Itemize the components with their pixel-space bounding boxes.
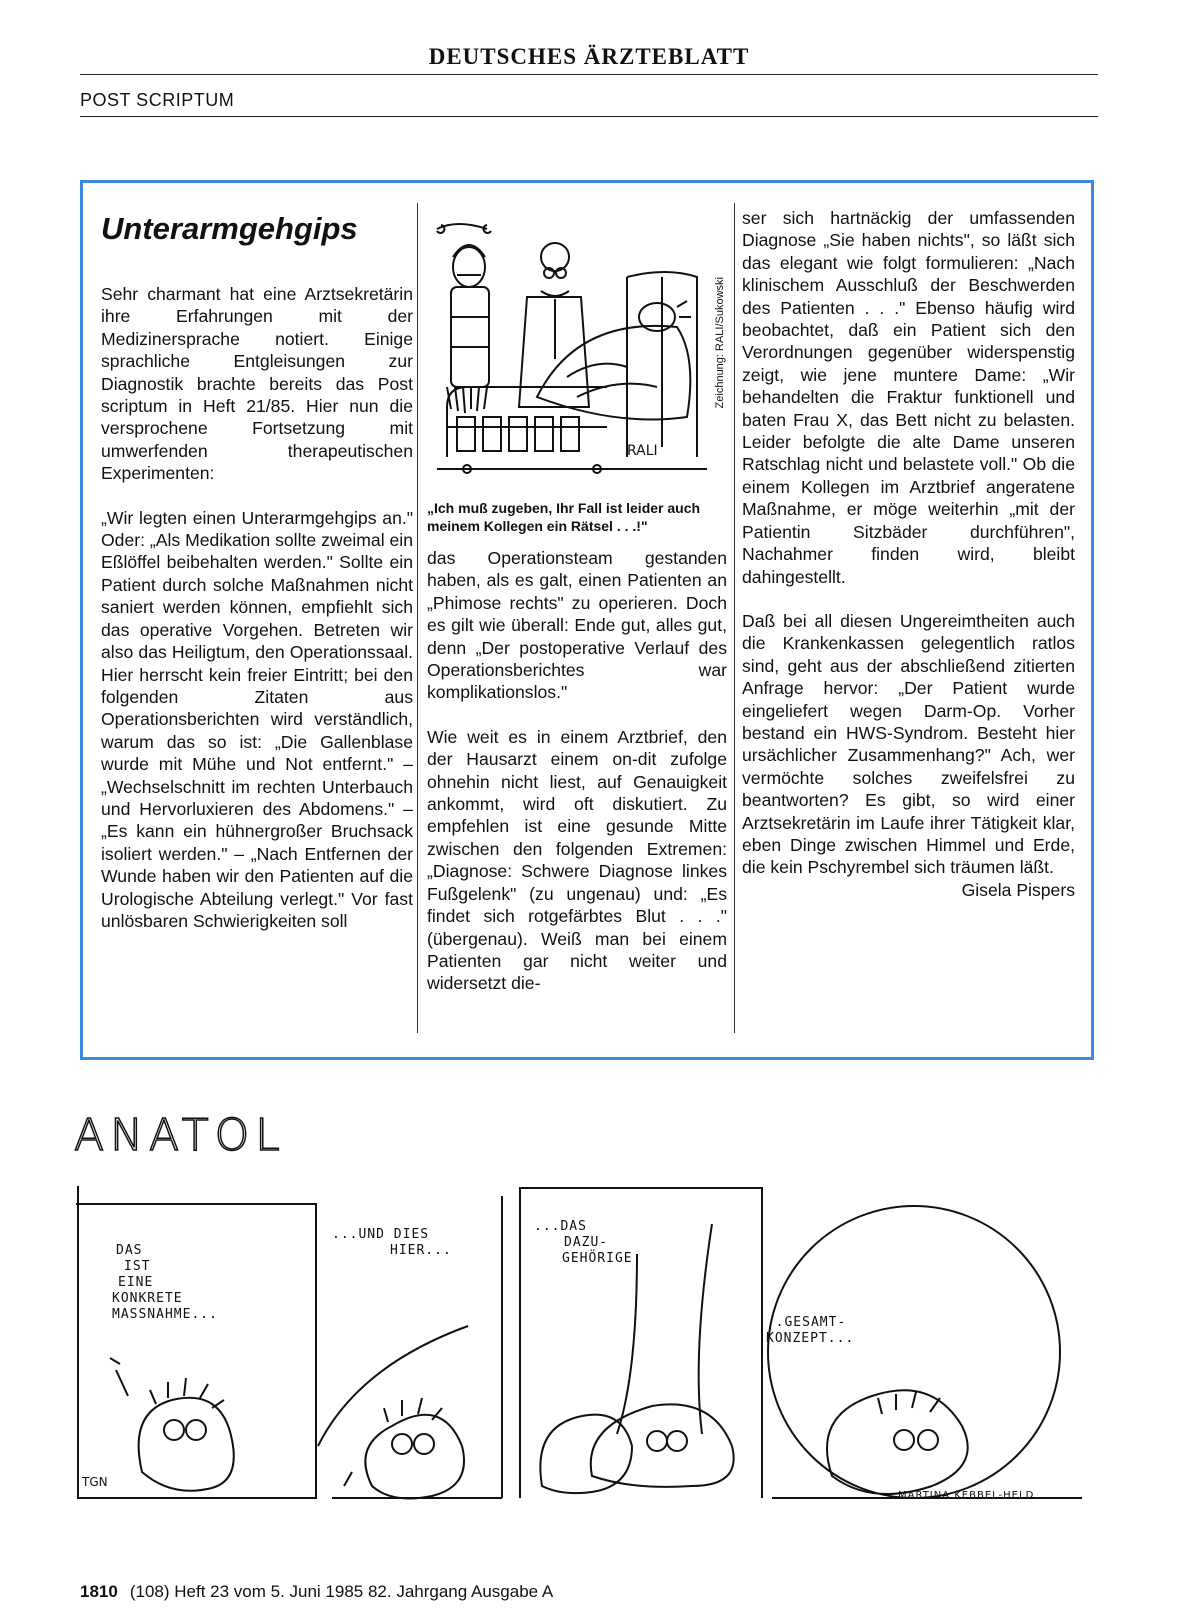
panel1-line: EINE (118, 1275, 154, 1290)
author-byline: Gisela Pispers (961, 879, 1075, 900)
paragraph: Wie weit es in einem Arztbrief, den der Hausarzt einem on-dit zufolge ohnehin nicht liest, auf Genauigkeit ankommt, wird oft diskutiert. Zu empfehlen ist eine gesunde Mitte zwischen den folgenden Extremen: „Diagnose: Schwere Diagnose linkes Fußgelenk" (zu ungenau) und: „Es findet sich rotgefärbtes Blut . . ." (übergenau). Weiß man bei einem Patienten gar nicht weiter und widersetzt die- (427, 726, 727, 994)
article-column-2 (427, 207, 727, 1017)
anatol-comic-strip (72, 1186, 1092, 1506)
panel3-line: DAZU- (564, 1235, 609, 1250)
doctor-cartoon (427, 207, 727, 497)
column-divider (734, 203, 735, 1033)
page-number: 1810 (80, 1582, 118, 1601)
article-headline: Unterarmgehgips (101, 211, 358, 246)
comic-title (74, 1108, 334, 1158)
comic-title-text: ANATOL (74, 1110, 286, 1158)
paragraph: das Operationsteam gestanden haben, als es galt, einen Patienten an „Phimose rechts" zu operieren. Doch es gilt wie überall: Ende gut, alles gut, denn „Der postoperative Verlauf des Operationsberichtes war komplikationslos." (427, 548, 727, 703)
panel1-line: KONKRETE (112, 1291, 183, 1306)
panel4-line: KONZEPT... (766, 1331, 855, 1346)
column-divider (417, 203, 418, 1033)
comic-drawing (72, 1186, 1092, 1506)
panel4-line: ...GESAMT- (758, 1315, 847, 1330)
panel2-line: HIER... (390, 1243, 452, 1258)
section-label: POST SCRIPTUM (80, 90, 235, 110)
masthead-rule (80, 74, 1098, 75)
panel1-line: IST (124, 1259, 151, 1274)
paragraph: Sehr charmant hat eine Arztsekretärin ihre Erfahrungen mit der Medizinersprache notiert. Einige sprachliche Entgleisungen zur Diagnostik brachte bereits das Post scriptum in Heft 21/85. Hier nun die versprochene Fortsetzung mit umwerfenden therapeutischen Experimenten: (101, 284, 413, 484)
artist-signature: MARTINA KEBBEL-HELD (898, 1490, 1035, 1501)
panel3-text (534, 1219, 633, 1266)
panel3-line: ...DAS (534, 1219, 587, 1234)
paragraph: „Wir legten einen Unterarmgehgips an." Oder: „Als Medikation sollte zweimal ein Eßlöffel beibehalten werden." Sollte ein Patient durch solche Maßnahmen nicht saniert werden können, empfiehlt sich das operative Vorgehen. Betreten wir also das Heiligtum, den Operationssaal. Hier herrscht kein freier Eintritt; bei den folgenden Zitaten aus Operationsberichten wird verständlich, warum das so ist: „Die Gallenblase wurde mit Mühe und Not entfernt." – „Wechselschnitt im rechten Unterbauch und Hervorluxieren des Abdomens." – „Es kann ein hühnergroßer Bruchsack isoliert werden." – „Nach Entfernen der Wunde haben wir den Patienten auf die Urologische Abteilung verlegt." Vor fast unlösbaren Schwierigkeiten soll (101, 507, 413, 931)
masthead: DEUTSCHES ÄRZTEBLATT (428, 44, 750, 69)
cartoon-caption: „Ich muß zugeben, Ihr Fall ist leider auch meinem Kollegen ein Rätsel . . .!" (427, 500, 701, 534)
paragraph-text: Daß bei all diesen Ungereimtheiten auch die Krankenkassen gelegentlich ratlos sind, geht aus der abschließend zitierten Anfrage hervor: „Der Patient wurde eingeliefert wegen Darm-Op. Vorher bestand ein HWS-Syndrom. Besteht hier ursächlicher Zusammenhang?" Ach, wer vermöchte solches zweifelsfrei zu beantworten? Es gibt, so wird einer Arztsekretärin im Laufe ihrer Tätigkeit klar, eben Dinge zwischen Himmel und Erde, die kein Pschyrembel sich träumen läßt. (742, 610, 1075, 878)
article-box (80, 180, 1094, 1060)
section-rule (80, 116, 1098, 117)
cartoon-signature: RALI (627, 443, 658, 459)
issue-info: (108) Heft 23 vom 5. Juni 1985 82. Jahrgang Ausgabe A (129, 1582, 554, 1601)
doctor-cartoon-drawing (427, 207, 717, 497)
panel3-line: GEHÖRIGE (562, 1251, 633, 1266)
panel4-text (758, 1315, 855, 1346)
article-column-1 (101, 211, 413, 954)
panel2-line: ...UND DIES (332, 1227, 430, 1242)
comic-title-lettering (74, 1108, 334, 1158)
page-footer (80, 1582, 553, 1602)
paragraph: ser sich hartnäckig der umfassenden Diagnose „Sie haben nichts", so läßt sich das elegant wie folgt formulieren: „Nach klinischem Ausschluß der Beschwerden des Patienten . . ." Ebenso häufig wird beobachtet, daß ein Patient sich den Verordnungen gegenüber widerspenstig zeigt, wie jene muntere Dame: „Wir behandelten die Fraktur funktionell und baten Frau X, das Bett nicht zu belasten. Leider befolgte die alte Dame unseren Ratschlag nicht und belastete voll." Ob die einem Kollegen im Arztbrief angeratene Maßnahme, er möge weiterhin „mit der Patientin Sitzbäder durchführen", Nachahmer finden wird, bleibt dahingestellt. (742, 208, 1075, 587)
panel1-line: MASSNAHME... (112, 1307, 218, 1322)
panel1-text (112, 1243, 218, 1322)
paragraph (742, 610, 1075, 900)
cartoon-credit: Zeichnung: RALI/Sukowski (713, 277, 726, 409)
panel1-line: DAS (116, 1243, 143, 1258)
article-column-3 (742, 207, 1075, 901)
panel2-text (332, 1227, 452, 1258)
signature-left: TGN (82, 1475, 108, 1489)
